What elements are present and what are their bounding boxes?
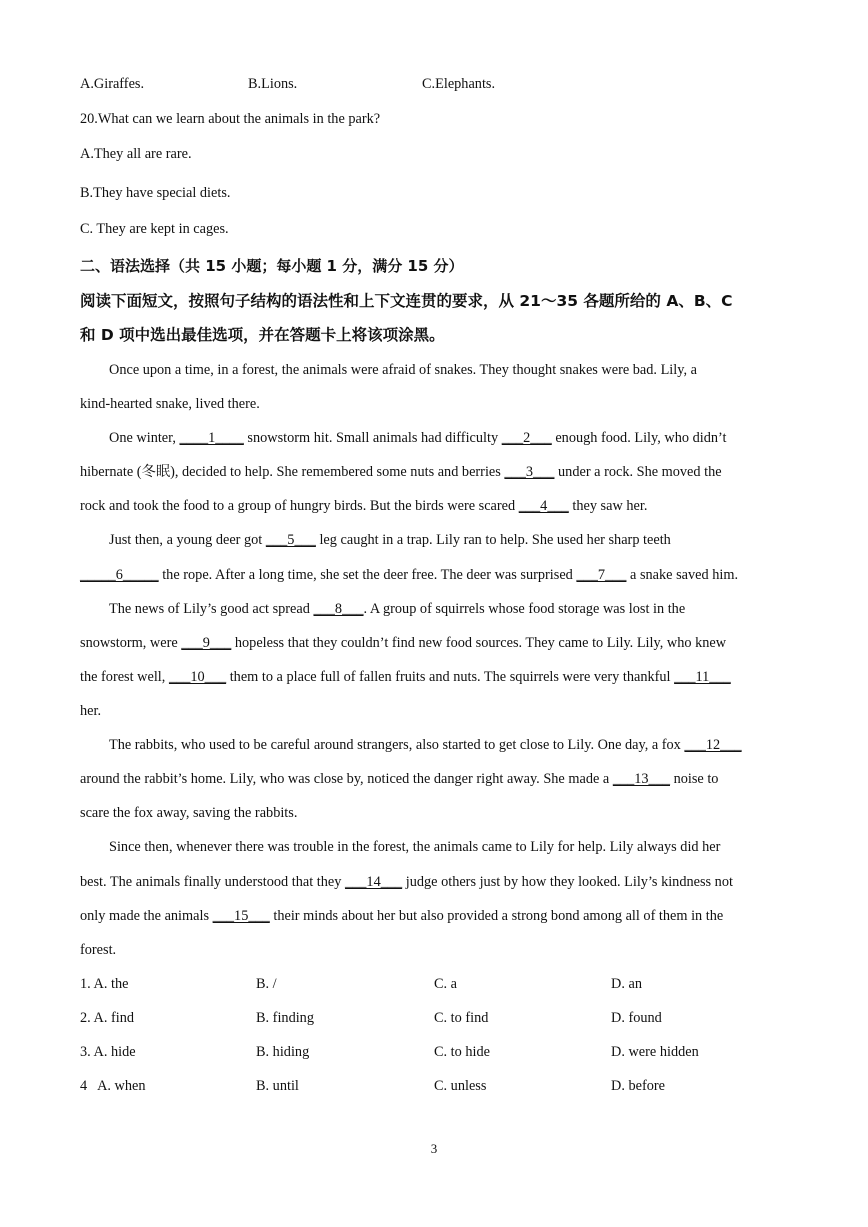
blank-1[interactable]: ____1____ — [179, 430, 244, 446]
option-b[interactable]: B. hiding — [256, 1044, 310, 1060]
option-d[interactable]: D. before — [611, 1078, 665, 1094]
option-b[interactable]: B. / — [256, 976, 277, 992]
passage-line: forest. — [80, 942, 117, 958]
q20-option-a: A.They all are rare. — [80, 146, 192, 162]
passage-line: The news of Lily’s good act spread ___8___. A group of squirrels whose food storage was lost in the — [109, 601, 686, 617]
blank-3[interactable]: ___3___ — [504, 464, 555, 480]
blank-9[interactable]: ___9___ — [181, 635, 232, 651]
blank-2[interactable]: ___2___ — [501, 430, 552, 446]
blank-4[interactable]: ___4___ — [518, 498, 569, 514]
section-instruction: 和 D 项中选出最佳选项，并在答题卡上将该项涂黑。 — [80, 326, 445, 344]
passage-line: her. — [80, 703, 102, 719]
option-c: C.Elephants. — [422, 76, 496, 92]
blank-6[interactable]: _____6_____ — [80, 567, 159, 583]
section-title: 二、语法选择（共 15 小题；每小题 1 分，满分 15 分） — [80, 257, 464, 275]
options-row — [80, 974, 796, 994]
blank-14[interactable]: ___14___ — [344, 874, 403, 890]
blank-11[interactable]: ___11___ — [674, 669, 731, 685]
option-c[interactable]: C. to hide — [434, 1044, 490, 1060]
blank-5[interactable]: ___5___ — [265, 532, 316, 548]
option-b[interactable]: B. finding — [256, 1010, 314, 1026]
option-a[interactable]: 4 A. when — [80, 1078, 146, 1094]
blank-10[interactable]: ___10___ — [168, 669, 227, 685]
options-row — [80, 1008, 796, 1028]
passage-line: hibernate (冬眠), decided to help. She remembered some nuts and berries ___3___ under a rock. She moved the — [80, 464, 722, 480]
passage-line: best. The animals finally understood that they ___14___ judge others just by how they looked. Lily’s kindness not — [80, 874, 733, 890]
option-a[interactable]: 1. A. the — [80, 976, 129, 992]
passage-line: kind-hearted snake, lived there. — [80, 396, 260, 412]
blank-13[interactable]: ___13___ — [612, 771, 670, 787]
passage-line: scare the fox away, saving the rabbits. — [80, 805, 298, 821]
blank-8[interactable]: ___8___ — [313, 601, 364, 617]
q20-option-c: C. They are kept in cages. — [80, 221, 229, 237]
option-b[interactable]: B. until — [256, 1078, 299, 1094]
section-instruction: 阅读下面短文，按照句子结构的语法性和上下文连贯的要求，从 21～35 各题所给的 A、B、C — [80, 292, 733, 310]
passage-line: only made the animals ___15___ their minds about her but also provided a strong bond among all of them in the — [80, 908, 724, 924]
passage-line: Since then, whenever there was trouble in the forest, the animals came to Lily for help. Lily always did her — [109, 839, 721, 855]
option-d[interactable]: D. found — [611, 1010, 662, 1026]
passage-line: snowstorm, were ___9___ hopeless that they couldn’t find new food sources. They came to Lily. Lily, who knew — [80, 635, 727, 651]
option-d[interactable]: D. an — [611, 976, 642, 992]
passage-line: One winter, ____1____ snowstorm hit. Small animals had difficulty ___2___ enough food. Lily, who didn’t — [109, 430, 727, 446]
page-number: 3 — [430, 1141, 438, 1156]
blank-12[interactable]: ___12___ — [684, 737, 742, 753]
option-a[interactable]: 3. A. hide — [80, 1044, 136, 1060]
option-a: A.Giraffes. — [80, 76, 145, 92]
passage-line: around the rabbit’s home. Lily, who was close by, noticed the danger right away. She made a ___13___ noise to — [80, 771, 719, 787]
passage-line: Once upon a time, in a forest, the animals were afraid of snakes. They thought snakes were bad. Lily, a — [109, 362, 697, 378]
blank-15[interactable]: ___15___ — [212, 908, 270, 924]
blank-7[interactable]: ___7___ — [576, 567, 627, 583]
question-20: 20.What can we learn about the animals in the park? — [80, 111, 381, 127]
q20-option-b: B.They have special diets. — [80, 185, 231, 201]
passage-line: The rabbits, who used to be careful around strangers, also started to get close to Lily. One day, a fox ___12___ — [109, 737, 742, 753]
q19-options — [80, 74, 796, 94]
option-c[interactable]: C. a — [434, 976, 458, 992]
options-row — [80, 1076, 796, 1096]
option-a[interactable]: 2. A. find — [80, 1010, 135, 1026]
passage-line: Just then, a young deer got ___5___ leg caught in a trap. Lily ran to help. She used her sharp teeth — [109, 532, 671, 548]
option-c[interactable]: C. to find — [434, 1010, 489, 1026]
passage-line: rock and took the food to a group of hungry birds. But the birds were scared ___4___ they saw her. — [80, 498, 648, 514]
passage-line: _____6_____ the rope. After a long time, she set the deer free. The deer was surprised ___7___ a snake saved him. — [80, 567, 739, 583]
passage-line: the forest well, ___10___ them to a place full of fallen fruits and nuts. The squirrels were very thankful ___11___ — [80, 669, 731, 685]
option-b: B.Lions. — [248, 76, 298, 92]
option-c[interactable]: C. unless — [434, 1078, 487, 1094]
option-d[interactable]: D. were hidden — [611, 1044, 699, 1060]
options-row — [80, 1042, 796, 1062]
